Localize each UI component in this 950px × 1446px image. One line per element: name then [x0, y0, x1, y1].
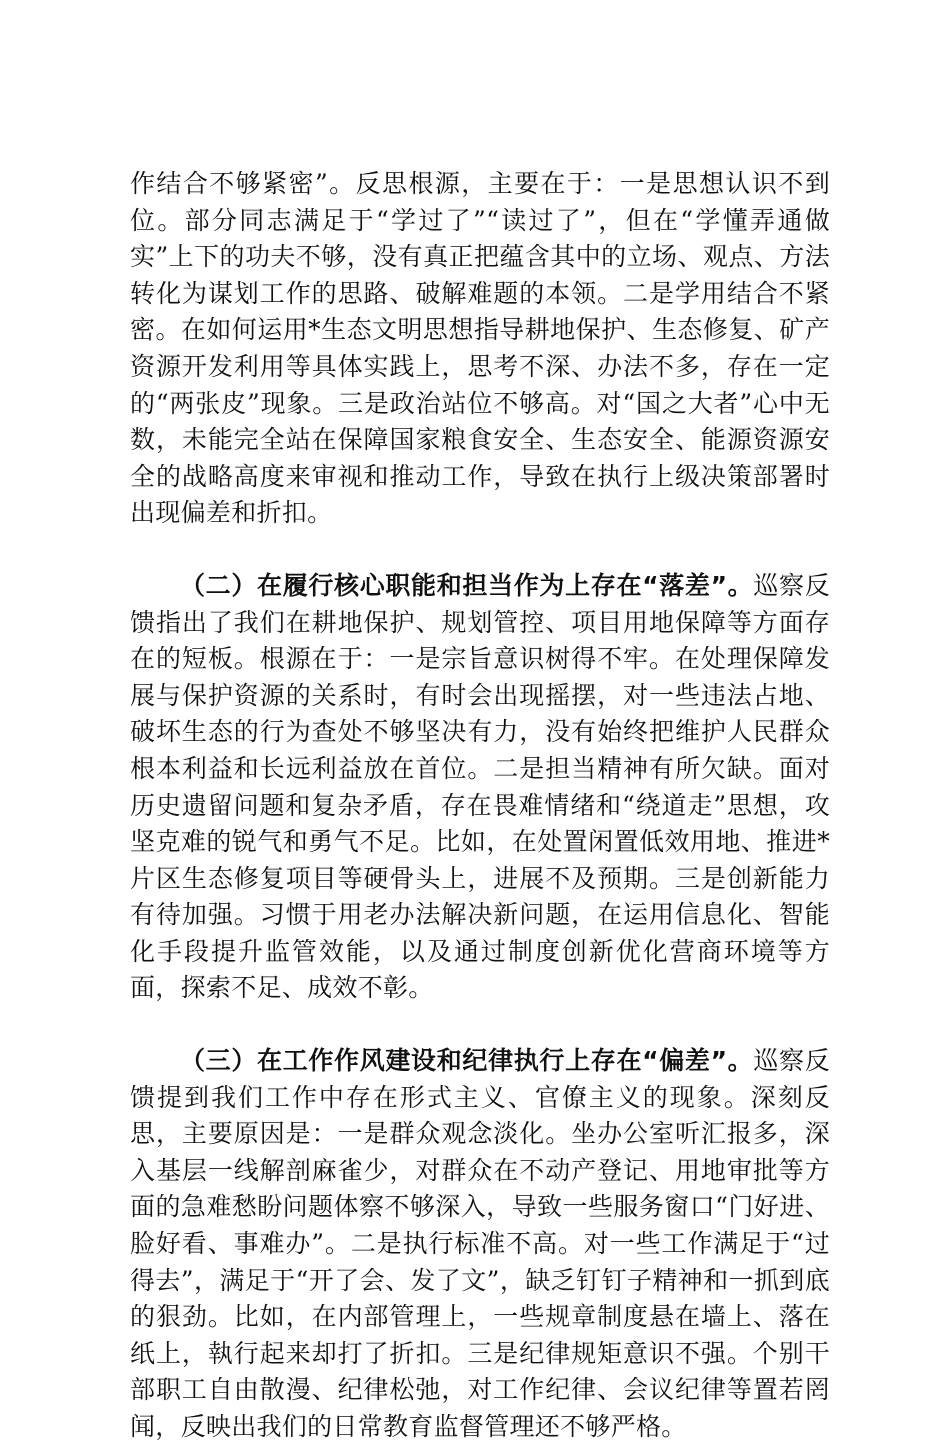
paragraph-section-three — [130, 1043, 830, 1446]
document-page — [130, 166, 830, 1446]
section-heading: （三）在工作作风建设和纪律执行上存在“偏差”。 — [180, 1046, 754, 1076]
section-heading: （二）在履行核心职能和担当作为上存在“落差”。 — [180, 570, 754, 600]
paragraph-body: 作结合不够紧密”。反思根源，主要在于：一是思想认识不到位。部分同志满足于“学过了”“读过了”，但在“学懂弄通做实”上下的功夫不够，没有真正把蕴含其中的立场、观点、方法转化为谋划工作的思路、破解难题的本领。二是学用结合不紧密。在如何运用*生态文明思想指导耕地保护、生态修复、矿产资源开发利用等具体实践上，思考不深、办法不多，存在一定的“两张皮”现象。三是政治站位不够高。对“国之大者”心中无数，未能完全站在保障国家粮食安全、生态安全、能源资源安全的战略高度来审视和推动工作，导致在执行上级决策部署时出现偏差和折扣。 — [130, 169, 830, 528]
paragraph-section-two — [130, 568, 830, 1007]
paragraph-body: 巡察反馈提到我们工作中存在形式主义、官僚主义的现象。深刻反思，主要原因是：一是群众观念淡化。坐办公室听汇报多，深入基层一线解剖麻雀少，对群众在不动产登记、用地审批等方面的急难愁盼问题体察不够深入，导致一些服务窗口“门好进、脸好看、事难办”。二是执行标准不高。对一些工作满足于“过得去”，满足于“开了会、发了文”，缺乏钉钉子精神和一抓到底的狠劲。比如，在内部管理上，一些规章制度悬在墙上、落在纸上，執行起来却打了折扣。三是纪律规矩意识不强。个别干部职工自由散漫、纪律松弛，对工作纪律、会议纪律等置若罔闻，反映出我们的日常教育监督管理还不够严格。 — [130, 1046, 831, 1441]
paragraph-body: 巡察反馈指出了我们在耕地保护、规划管控、项目用地保障等方面存在的短板。根源在于：一是宗旨意识树得不牢。在处理保障发展与保护资源的关系时，有时会出现摇摆，对一些违法占地、破坏生态的行为查处不够坚决有力，没有始终把维护人民群众根本利益和长远利益放在首位。二是担当精神有所欠缺。面对历史遗留问题和复杂矛盾，存在畏难情绪和“绕道走”思想，攻坚克难的锐气和勇气不足。比如，在处置闲置低效用地、推进*片区生态修复项目等硬骨头上，进展不及预期。三是创新能力有待加强。习惯于用老办法解决新问题，在运用信息化、智能化手段提升监管效能，以及通过制度创新优化营商环境等方面，探索不足、成效不彰。 — [130, 570, 831, 1003]
paragraph-continuation — [130, 166, 830, 532]
